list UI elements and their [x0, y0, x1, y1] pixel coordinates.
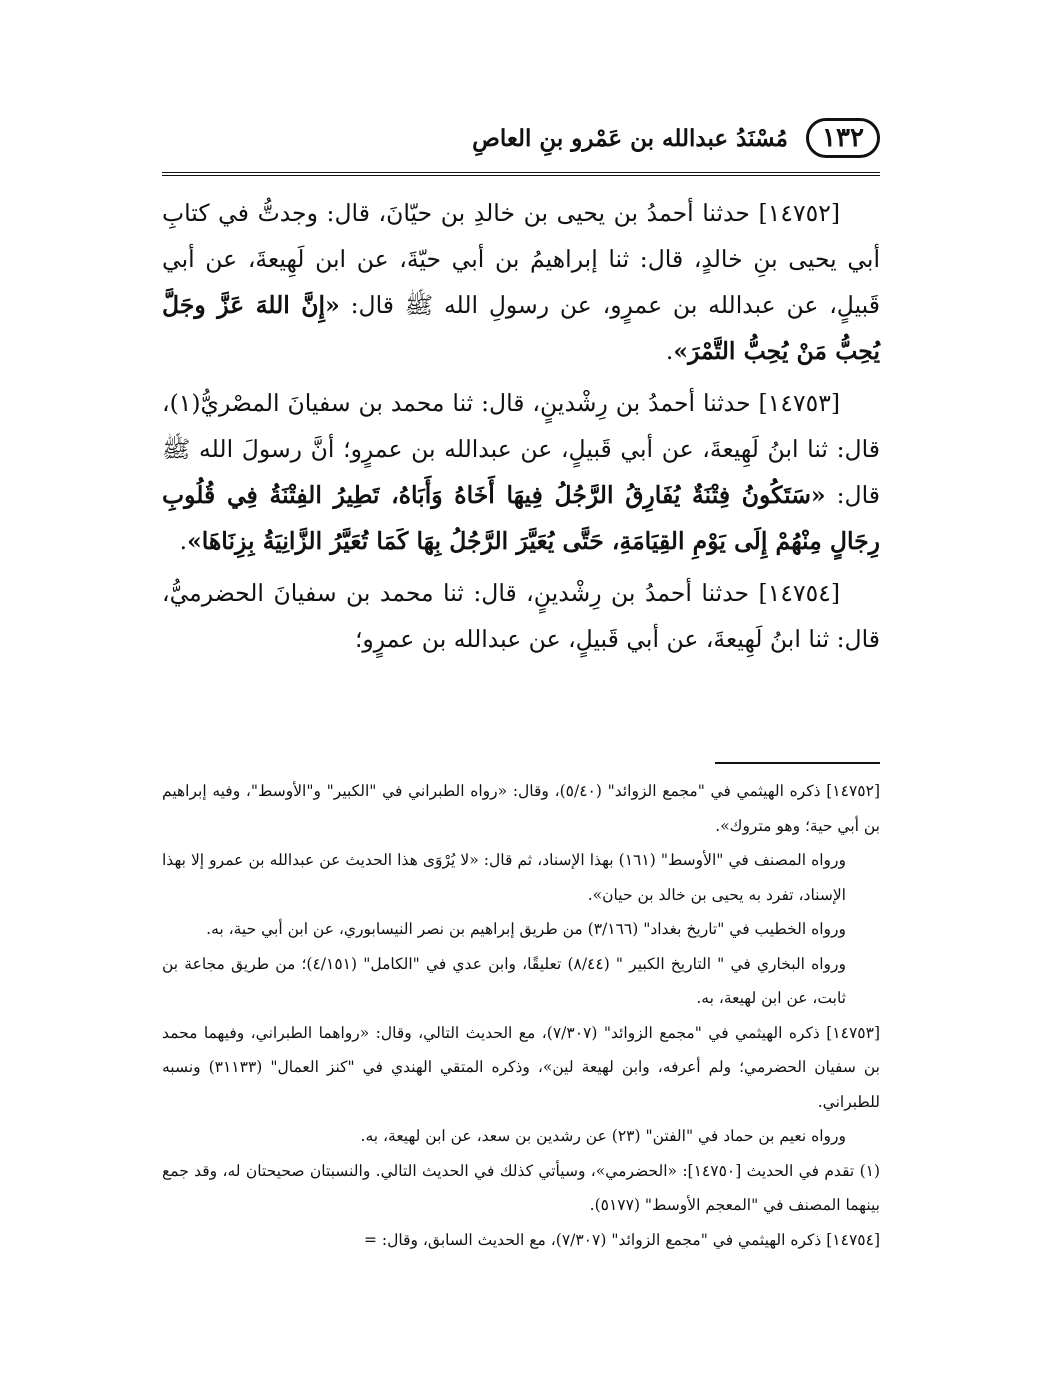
footnotes [162, 774, 880, 1257]
hadith-paragraph-14753 [162, 380, 880, 564]
paragraph-end: . [179, 527, 188, 555]
page-header [160, 110, 880, 166]
footnote-14754: [١٤٧٥٤] ذكره الهيثمي في "مجمع الزوائد" (٧/٣٠٧)، مع الحديث السابق، وقال: = [363, 1230, 880, 1249]
paragraph-end: . [665, 337, 674, 365]
hadith-paragraph-14754 [162, 570, 880, 662]
isnad-text: [١٤٧٥٤] حدثنا أحمدُ بن رِشْدينٍ، قال: ثنا محمد بن سفيانَ الحضرميُّ، قال: ثنا ابنُ لَهِيعةَ، عن أبي قَبيلٍ، عن عبدالله بن عمرٍو؛ [162, 579, 880, 653]
footnote-14752-continued: ورواه الخطيب في "تاريخ بغداد" (٣/١٦٦) من طريق إبراهيم بن نصر النيسابوري، عن ابن أبي حية، به. [206, 920, 846, 938]
hadith-text: «سَتَكُونُ فِتْنَةٌ يُفَارِقُ الرَّجُلُ فِيهَا أَخَاهُ وَأَبَاهُ، تَطِيرُ الفِتْنَةُ فِي قُلُوبِ رِجَالٍ مِنْهُمْ إِلَى يَوْمِ القِيَامَةِ، حَتَّى يُعَيَّرَ الرَّجُلُ بِهَا كَمَا تُعَيَّرُ الزَّانِيَةُ بِزِنَاهَا» [162, 481, 880, 555]
footnote-14752-continued: ورواه المصنف في "الأوسط" (١٦١) بهذا الإسناد، ثم قال: «لا يُرْوَى هذا الحديث عن عبدالله بن عمرو إلا بهذا الإسناد، تفرد به يحيى بن خالد بن حيان». [162, 851, 846, 904]
page-number: ١٣٢ [806, 118, 880, 158]
footnote-separator [715, 762, 880, 764]
footnote-14752-continued: ورواه البخاري في " التاريخ الكبير " (٨/٤٤) تعليقًا، وابن عدي في "الكامل" (٤/١٥١)؛ من طريق مجاعة بن ثابت، عن ابن لهيعة، به. [162, 954, 846, 1007]
running-title: مُسْنَدُ عبدالله بن عَمْرو بنِ العاصِ [472, 124, 788, 152]
footnote-1: (١) تقدم في الحديث [١٤٧٥٠]: «الحضرمي»، وسيأتي كذلك في الحديث التالي. والنسبتان صحيحتان له، وقد جمع بينهما المصنف في "المعجم الأوسط" (٥١٧٧). [162, 1161, 881, 1214]
isnad-text: [١٤٧٥٢] حدثنا أحمدُ بن يحيى بن خالدِ بن حيّانَ، قال: وجدتُّ في كتابِ أبي يحيى بنِ خالدٍ، قال: ثنا إبراهيمُ بن أبي حيّةَ، عن ابن لَهِيعةَ، عن أبي قَبيلٍ، عن عبدالله بن عمرٍو، عن رسولِ الله ﷺ قال: [162, 199, 880, 319]
footnote-14753-continued: ورواه نعيم بن حماد في "الفتن" (٢٣) عن رشدين بن سعد، عن ابن لهيعة، به. [360, 1127, 846, 1145]
hadith-paragraph-14752 [162, 190, 880, 374]
footnote-14752: [١٤٧٥٢] ذكره الهيثمي في "مجمع الزوائد" (٥/٤٠)، وقال: «رواه الطبراني في "الكبير" و"الأوسط"، وفيه إبراهيم بن أبي حية؛ وهو متروك». [162, 782, 880, 835]
header-rule [162, 172, 880, 176]
main-text [162, 190, 880, 668]
isnad-text: [١٤٧٥٣] حدثنا أحمدُ بن رِشْدينٍ، قال: ثنا محمد بن سفيانَ المصْريُّ(١)، قال: ثنا ابنُ لَهِيعةَ، عن أبي قَبيلٍ، عن عبدالله بن عمرٍو؛ أنَّ رسولَ الله ﷺ قال: [162, 389, 880, 509]
hadith-text: «إِنَّ اللهَ عَزَّ وجَلَّ يُحِبُّ مَنْ يُحِبُّ التَّمْرَ» [162, 291, 880, 365]
footnote-14753: [١٤٧٥٣] ذكره الهيثمي في "مجمع الزوائد" (٧/٣٠٧)، مع الحديث التالي، وقال: «رواهما الطبراني، وفيهما محمد بن سفيان الحضرمي؛ ولم أعرفه، وابن لهيعة لين»، وذكره المتقي الهندي في "كنز العمال" (٣١١٣٣) ونسبه للطبراني. [162, 1023, 880, 1111]
